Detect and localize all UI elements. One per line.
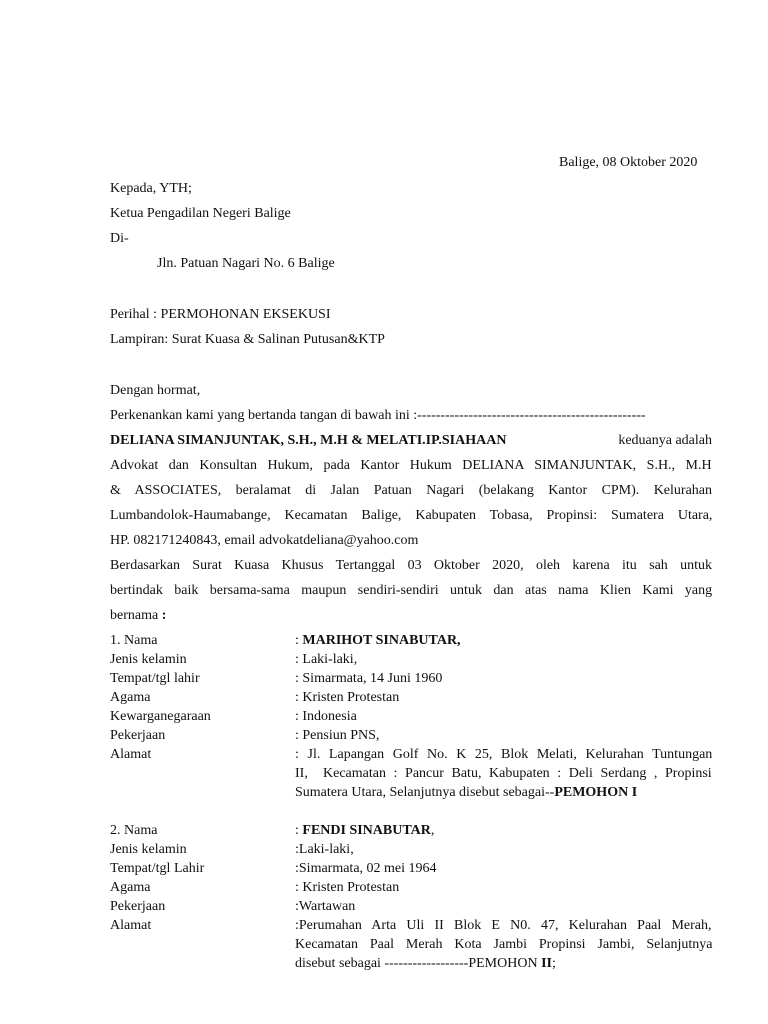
paragraph-1-line-3 [110, 481, 712, 500]
person1-pekerjaan-value: : Pensiun PNS, [295, 728, 380, 743]
recipient-salutation: Kepada, YTH; [110, 181, 192, 196]
person2-name-suffix: , [430, 823, 435, 838]
subject-lampiran: Lampiran: Surat Kuasa & Salinan Putusan&KTP [110, 332, 385, 347]
paragraph-2-line-3 [110, 606, 166, 625]
letter-date: Balige, 08 Oktober 2020 [559, 155, 698, 170]
person2-alamat-line-3-text: disebut sebagai ------------------PEMOHON [295, 956, 542, 971]
person2-alamat-line-2 [295, 935, 712, 954]
person1-kw-value: : Indonesia [295, 709, 357, 724]
person1-ttl-label: Tempat/tgl lahir [110, 671, 200, 686]
paragraph-1-line-4-text: Lumbandolok-Haumabange, Kecamatan Balige, Kabupaten Tobasa, Propinsi: Sumatera Utara, [110, 508, 713, 523]
person1-alamat-label: Alamat [110, 747, 152, 762]
person1-agama-label: Agama [110, 690, 151, 705]
person2-alamat-line-3 [295, 954, 556, 973]
paragraph-1-line-2 [110, 456, 712, 475]
paragraph-1-line-4 [110, 506, 712, 525]
person1-ttl-value: : Simarmata, 14 Juni 1960 [295, 671, 443, 686]
person1-nama-value: : MARIHOT SINABUTAR, [295, 633, 461, 648]
person2-pekerjaan-value: :Wartawan [295, 899, 356, 914]
person1-nama-label: 1. Nama [110, 633, 158, 648]
paragraph-1-line-3-text: & ASSOCIATES, beralamat di Jalan Patuan Nagari (belakang Kantor CPM). Kelurahan [110, 483, 713, 498]
person1-alamat-line-3 [295, 783, 637, 802]
person1-alamat-line-3-text: Sumatera Utara, Selanjutnya disebut sebagai-- [295, 785, 555, 800]
person2-name: FENDI SINABUTAR [302, 823, 431, 838]
recipient-address: Jln. Patuan Nagari No. 6 Balige [157, 256, 335, 271]
person2-alamat-line-1 [295, 916, 712, 935]
person2-alamat-end: ; [551, 956, 556, 971]
person2-nama-value: : FENDI SINABUTAR, [295, 823, 435, 838]
paragraph-2-line-2-text: bertindak baik bersama-sama maupun sendiri-sendiri untuk dan atas nama Klien Kami yang [110, 583, 713, 598]
person1-jk-value: : Laki-laki, [295, 652, 358, 667]
paragraph-2-line-1-text: Berdasarkan Surat Kuasa Khusus Tertanggal 03 Oktober 2020, oleh karena itu sah untuk [110, 558, 713, 573]
person2-alamat-line-2-text: Kecamatan Paal Merah Kota Jambi Propinsi Jambi, Selanjutnya [295, 937, 713, 952]
paragraph-1-line-2-text: Advokat dan Konsultan Hukum, pada Kantor Hukum DELIANA SIMANJUNTAK, S.H., M.H [110, 458, 712, 473]
person1-alamat-line-1 [295, 745, 712, 764]
person1-jk-label: Jenis kelamin [110, 652, 187, 667]
person2-alamat-label: Alamat [110, 918, 152, 933]
intro-line: Perkenankan kami yang bertanda tangan di bawah ini :------------------------------------------------- [110, 408, 646, 423]
person2-alamat-line-1-text: :Perumahan Arta Uli II Blok E N0. 47, Kelurahan Paal Merah, [295, 918, 712, 933]
subject-perihal: Perihal : PERMOHONAN EKSEKUSI [110, 307, 331, 322]
person1-name: MARIHOT SINABUTAR, [302, 633, 461, 648]
person2-jk-label: Jenis kelamin [110, 842, 187, 857]
paragraph-2-colon: : [158, 608, 167, 623]
paragraph-1-line-1 [110, 431, 712, 450]
person1-alamat-line-1-text: : Jl. Lapangan Golf No. K 25, Blok Melati, Kelurahan Tuntungan [295, 747, 713, 762]
paragraph-2-line-1 [110, 556, 712, 575]
paragraph-2-line-3-text: bernama [110, 608, 159, 623]
person2-jk-value: :Laki-laki, [295, 842, 354, 857]
person2-pekerjaan-label: Pekerjaan [110, 899, 166, 914]
person1-pekerjaan-label: Pekerjaan [110, 728, 166, 743]
greeting: Dengan hormat, [110, 383, 201, 398]
person2-agama-label: Agama [110, 880, 151, 895]
paragraph-2-line-2 [110, 581, 712, 600]
advocates-names: DELIANA SIMANJUNTAK, S.H., M.H & MELATI.IP.SIAHAAN [110, 433, 507, 448]
person2-role: II [541, 956, 552, 971]
person2-ttl-label: Tempat/tgl Lahir [110, 861, 205, 876]
paragraph-1-line-5: HP. 082171240843, email advokatdeliana@yahoo.com [110, 533, 419, 548]
person2-agama-value: : Kristen Protestan [295, 880, 400, 895]
person1-kw-label: Kewarganegaraan [110, 709, 211, 724]
recipient-name: Ketua Pengadilan Negeri Balige [110, 206, 291, 221]
person2-nama-label: 2. Nama [110, 823, 158, 838]
paragraph-1-line-1-rest: keduanya adalah [618, 433, 712, 448]
recipient-di: Di- [110, 231, 129, 246]
person1-alamat-line-2 [295, 764, 712, 783]
person1-role: PEMOHON I [554, 785, 638, 800]
person2-ttl-value: :Simarmata, 02 mei 1964 [295, 861, 437, 876]
person1-alamat-line-2-text: II, Kecamatan : Pancur Batu, Kabupaten : Deli Serdang , Propinsi [295, 766, 712, 781]
person1-agama-value: : Kristen Protestan [295, 690, 400, 705]
